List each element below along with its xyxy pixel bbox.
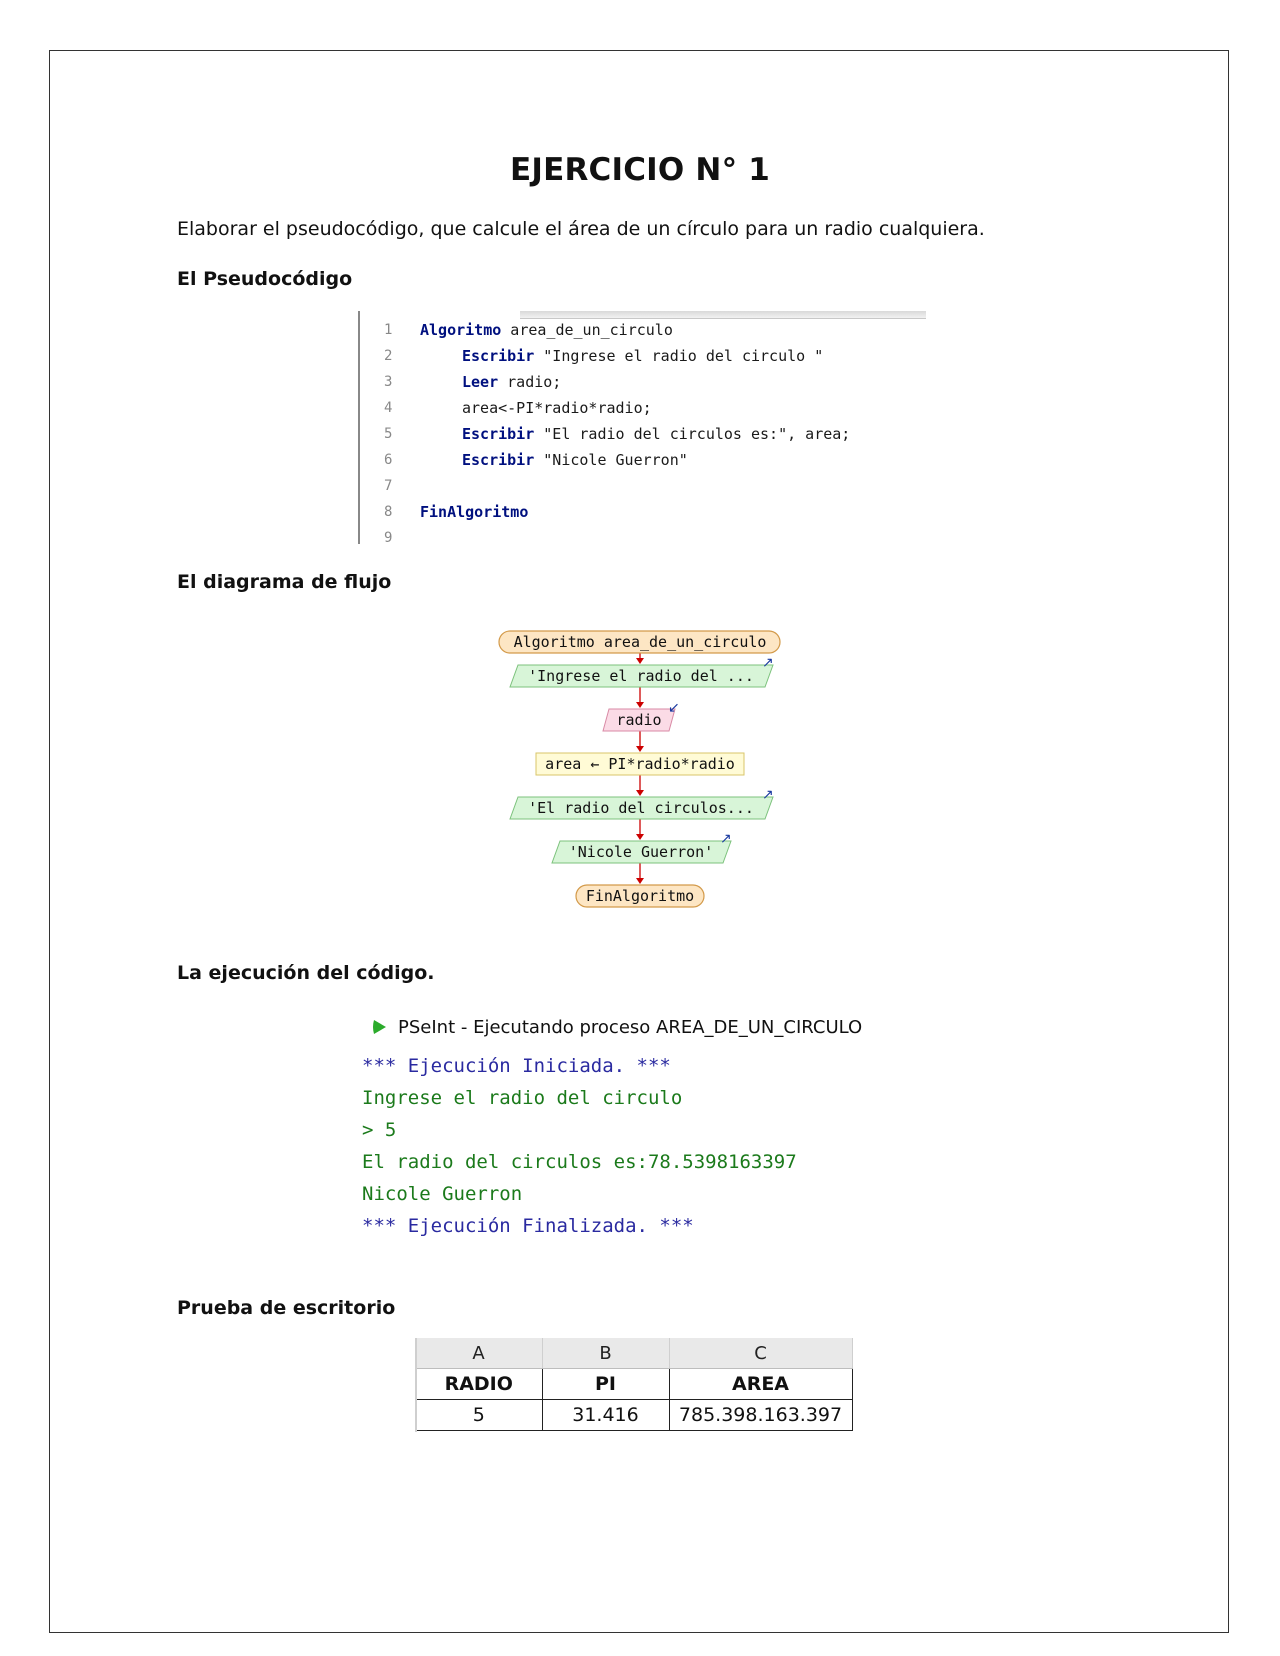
- code-text: [420, 321, 673, 339]
- code-text: [462, 425, 850, 443]
- line-number: 7: [384, 478, 393, 494]
- cell-radio-header[interactable]: RADIO: [416, 1369, 543, 1400]
- execution-console: [362, 1055, 797, 1247]
- code-text: [462, 399, 652, 417]
- flowchart-svg: [0, 620, 1280, 920]
- cell-area-value[interactable]: 785.398.163.397: [669, 1400, 852, 1431]
- line-number: 9: [384, 530, 393, 544]
- heading-flowchart: El diagrama de flujo: [177, 571, 392, 593]
- flowchart: [0, 620, 1280, 920]
- document-title: EJERCICIO N° 1: [509, 152, 771, 188]
- flow-output-1-label: 'Ingrese el radio del ...: [528, 667, 754, 685]
- line-number: 8: [384, 504, 393, 520]
- code-rest: radio;: [498, 373, 562, 391]
- line-number: 1: [384, 322, 393, 338]
- flow-end-label: FinAlgoritmo: [585, 887, 695, 905]
- line-number: 5: [384, 426, 393, 442]
- line-number: 2: [384, 348, 393, 364]
- line-number: 4: [384, 400, 393, 416]
- column-header-a[interactable]: A: [416, 1338, 543, 1369]
- heading-execution: La ejecución del código.: [177, 962, 435, 984]
- console-line: Nicole Guerron: [362, 1183, 523, 1205]
- heading-pseudocode: El Pseudocódigo: [177, 268, 353, 290]
- desk-check-table: [415, 1338, 853, 1431]
- code-rest: "El radio del circulos es:", area;: [534, 425, 851, 443]
- console-line: *** Ejecución Finalizada. ***: [362, 1215, 694, 1237]
- flow-input-label: radio: [616, 711, 662, 729]
- code-rest: area<-PI*radio*radio;: [462, 399, 652, 417]
- code-keyword: Algoritmo: [420, 321, 502, 339]
- console-line: *** Ejecución Iniciada. ***: [362, 1055, 671, 1077]
- heading-desk-check: Prueba de escritorio: [177, 1297, 396, 1319]
- flow-output-2-label: 'El radio del circulos...: [528, 799, 754, 817]
- pseudocode-editor: [358, 311, 926, 544]
- output-arrow-icon: ↗: [762, 786, 774, 802]
- input-arrow-icon: ↙: [668, 699, 680, 715]
- output-arrow-icon: ↗: [720, 830, 732, 846]
- line-number: 6: [384, 452, 393, 468]
- console-line: > 5: [362, 1119, 397, 1141]
- console-line: El radio del circulos es:78.5398163397: [362, 1151, 797, 1173]
- problem-statement: Elaborar el pseudocódigo, que calcule el área de un círculo para un radio cualquiera.: [177, 218, 985, 240]
- code-keyword: FinAlgoritmo: [420, 503, 529, 521]
- output-arrow-icon: ↗: [762, 654, 774, 670]
- code-text: [462, 451, 688, 469]
- execution-window-title: PSeInt - Ejecutando proceso AREA_DE_UN_CIRCULO: [398, 1017, 863, 1038]
- column-header-c[interactable]: C: [669, 1338, 852, 1369]
- code-rest: "Ingrese el radio del circulo ": [534, 347, 824, 365]
- flow-process-label: area ← PI*radio*radio: [545, 755, 735, 773]
- cell-pi-header[interactable]: PI: [542, 1369, 669, 1400]
- cell-pi-value[interactable]: 31.416: [542, 1400, 669, 1431]
- code-rest: area_de_un_circulo: [501, 321, 673, 339]
- editor-toolbar-edge: [520, 311, 926, 319]
- console-line: Ingrese el radio del circulo: [362, 1087, 683, 1109]
- code-text: [462, 347, 823, 365]
- code-keyword: Escribir: [462, 451, 535, 469]
- code-keyword: Escribir: [462, 425, 535, 443]
- pseint-app-icon: [372, 1019, 388, 1035]
- code-keyword: Leer: [462, 373, 499, 391]
- cell-area-header[interactable]: AREA: [669, 1369, 852, 1400]
- cell-radio-value[interactable]: 5: [416, 1400, 543, 1431]
- code-text: [420, 503, 528, 521]
- line-number: 3: [384, 374, 393, 390]
- column-header-b[interactable]: B: [542, 1338, 669, 1369]
- flow-start-label: Algoritmo area_de_un_circulo: [513, 633, 767, 651]
- code-text: [462, 373, 561, 391]
- flow-output-3-label: 'Nicole Guerron': [568, 843, 714, 861]
- code-rest: "Nicole Guerron": [534, 451, 688, 469]
- desk-check-sheet: [415, 1338, 853, 1431]
- code-keyword: Escribir: [462, 347, 535, 365]
